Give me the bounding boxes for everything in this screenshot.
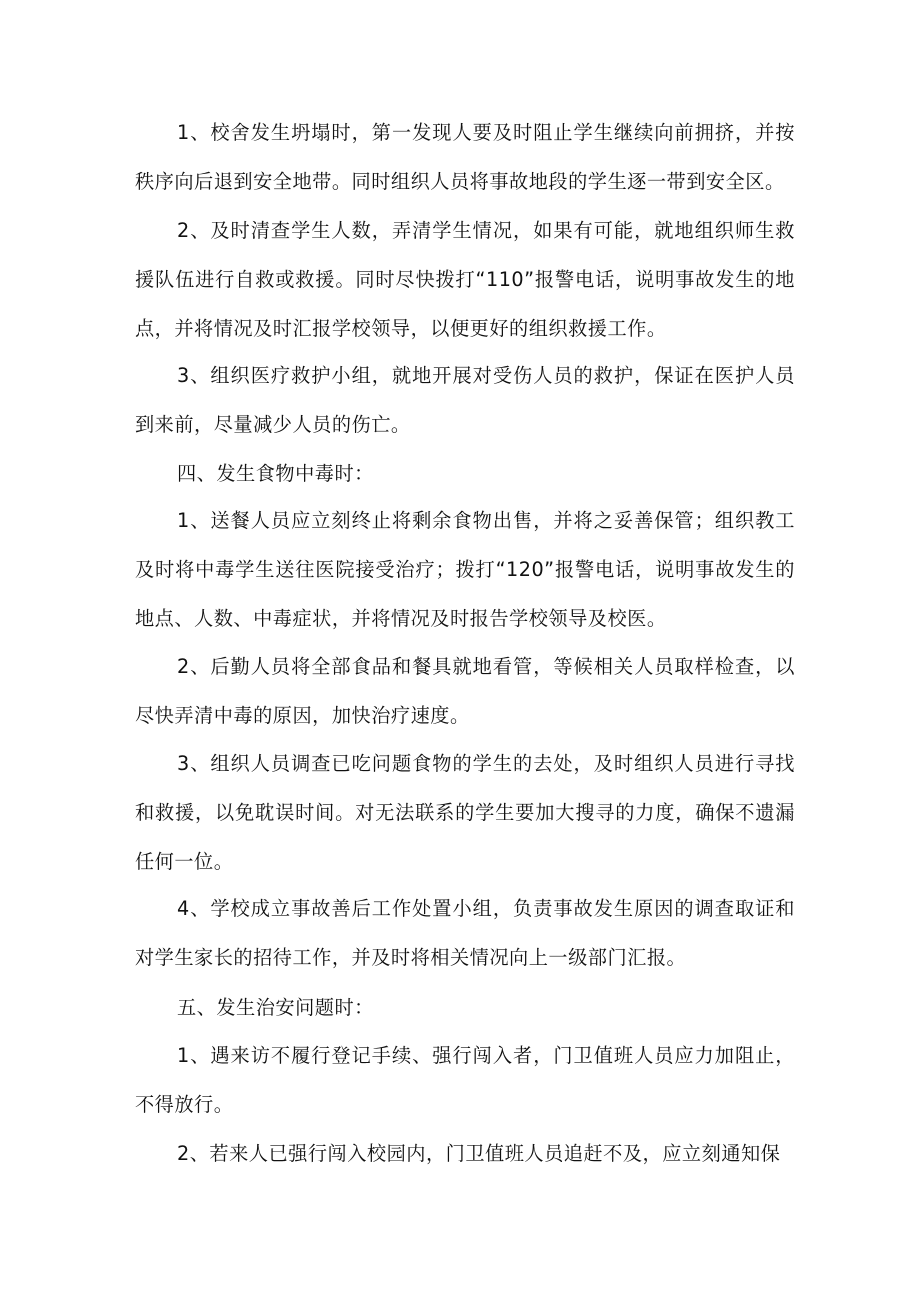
paragraph-food-1: 1、送餐人员应立刻终止将剩余食物出售，并将之妥善保管；组织教工及时将中毒学生送往医院接受治疗；拨打“120”报警电话，说明事故发生的地点、人数、中毒症状，并将情况及时报告学校领导及校医。 [135,509,795,630]
paragraph-food-3: 3、组织人员调查已吃问题食物的学生的去处，及时组织人员进行寻找和救援，以免耽误时间。对无法联系的学生要加大搜寻的力度，确保不遗漏任何一位。 [135,752,795,873]
paragraph-food-2: 2、后勤人员将全部食品和餐具就地看管，等候相关人员取样检查，以尽快弄清中毒的原因，加快治疗速度。 [135,655,795,727]
paragraph-collapse-3: 3、组织医疗救护小组，就地开展对受伤人员的救护，保证在医护人员到来前，尽量减少人员的伤亡。 [135,364,795,436]
section-heading-security: 五、发生治安问题时： [177,996,374,1019]
paragraph-food-4: 4、学校成立事故善后工作处置小组，负责事故发生原因的调查取证和对学生家长的招待工作，并及时将相关情况向上一级部门汇报。 [135,897,795,969]
paragraph-security-1: 1、遇来访不履行登记手续、强行闯入者，门卫值班人员应力加阻止，不得放行。 [135,1044,795,1116]
section-heading-food-poisoning: 四、发生食物中毒时： [177,462,374,485]
paragraph-collapse-1: 1、校舍发生坍塌时，第一发现人要及时阻止学生继续向前拥挤，并按秩序向后退到安全地带。同时组织人员将事故地段的学生逐一带到安全区。 [135,121,795,193]
paragraph-collapse-2: 2、及时清查学生人数，弄清学生情况，如果有可能，就地组织师生救援队伍进行自救或救援。同时尽快拨打“110”报警电话，说明事故发生的地点，并将情况及时汇报学校领导，以便更好的组织救援工作。 [135,219,795,340]
paragraph-security-2: 2、若来人已强行闯入校园内，门卫值班人员追赶不及，应立刻通知保 [177,1142,781,1165]
